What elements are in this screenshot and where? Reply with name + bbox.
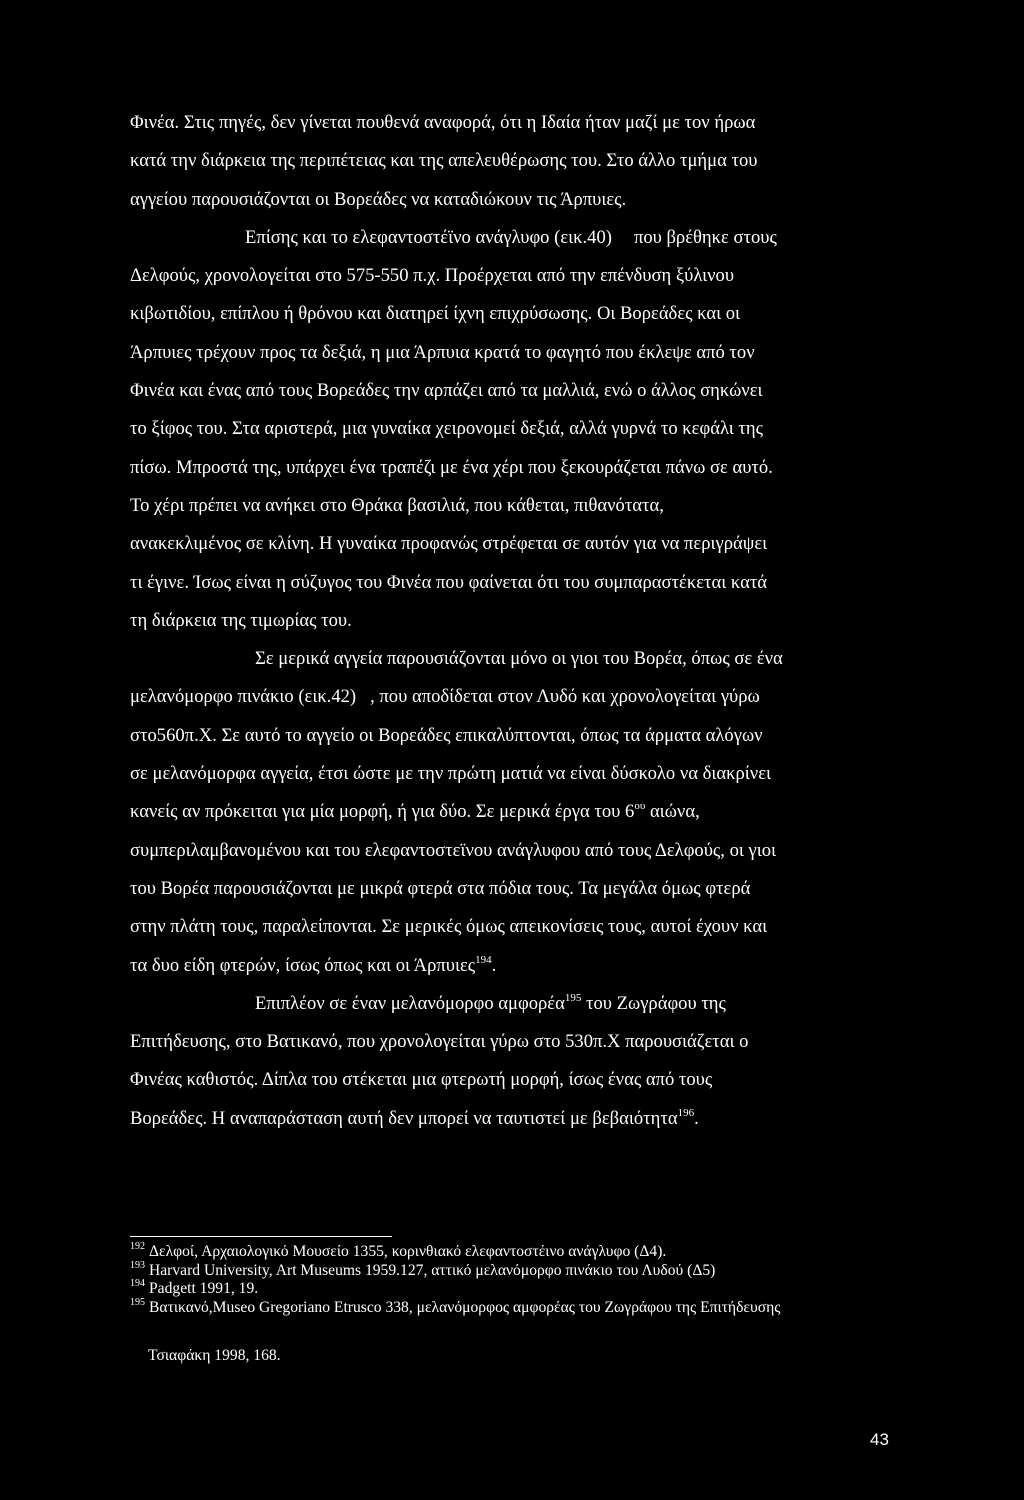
footnote-number: 194 — [130, 1278, 145, 1290]
text-fragment: κανείς αν πρόκειται για μία μορφή, ή για δύο. Σε μερικά έργα του 6 — [130, 801, 635, 823]
text-fragment: . — [694, 1107, 699, 1129]
text-line — [130, 793, 900, 831]
text-line: τη διάρκεια της τιμωρίας του. — [130, 609, 352, 631]
text-line — [130, 678, 900, 716]
text-line: Επιτήδευσης, στο Βατικανό, που χρονολογείται γύρω στο 530π.Χ παρουσιάζεται ο — [130, 1031, 749, 1053]
page-number: 43 — [870, 1430, 889, 1449]
footnote-separator — [130, 1236, 392, 1237]
text-fragment: Επιπλέον σε έναν μελανόμορφο αμφορέα — [255, 992, 565, 1014]
text-fragment: , που αποδίδεται στον Λυδό και χρονολογείται γύρω — [370, 686, 760, 708]
text-fragment: αιώνα, — [645, 801, 700, 823]
text-line — [130, 1100, 900, 1138]
text-line: Φινέα. Στις πηγές, δεν γίνεται πουθενά αναφορά, ότι η Ιδαία ήταν μαζί με τον ήρωα — [130, 112, 756, 133]
text-line: Άρπυιες τρέχουν προς τα δεξιά, η μια Άρπυια κρατά το φαγητό που έκλεψε από τον — [130, 341, 755, 363]
text-line — [130, 947, 900, 985]
footnote-number: 192 — [130, 1241, 145, 1252]
footnote-ref-195[interactable]: 195 — [564, 991, 582, 1004]
text-line: του Βορέα παρουσιάζονται με μικρά φτερά στα πόδια τους. Τα μεγάλα όμως φτερά — [130, 877, 751, 899]
text-line: κιβωτιδίου, επίπλου ή θρόνου και διατηρεί ίχνη επιχρύσωσης. Οι Βορεάδες και οι — [130, 303, 741, 325]
text-line: πίσω. Μπροστά της, υπάρχει ένα τραπέζι με ένα χέρι που ξεκουράζεται πάνω σε αυτό. — [130, 456, 773, 478]
footnote-number: 193 — [130, 1259, 145, 1271]
footnote-193 — [130, 1259, 910, 1281]
text-line: Το χέρι πρέπει να ανήκει στο Θράκα βασιλιά, που κάθεται, πιθανότατα, — [130, 494, 664, 516]
text-line: αγγείου παρουσιάζονται οι Βορεάδες να καταδιώκουν τις Άρπυιες. — [130, 188, 627, 210]
footnote-192 — [130, 1243, 910, 1262]
text-line: ανακεκλιμένος σε κλίνη. Η γυναίκα προφανώς στρέφεται σε αυτόν για να περιγράψει — [130, 533, 768, 555]
text-line: τι έγινε. Ίσως είναι η σύζυγος του Φινέα που φαίνεται ότι του συμπαραστέκεται κατά — [130, 571, 768, 593]
text-fragment: που βρέθηκε στους — [633, 226, 777, 248]
main-text — [130, 104, 900, 1138]
footnote-text: Βατικανό,Museo Gregoriano Etrusco 338, μελανόμορφος αμφορέας του Ζωγράφου της Επιτήδευσης — [149, 1298, 781, 1316]
text-line: συμπεριλαμβανομένου και του ελεφαντοστεϊνου ανάγλυφου από τους Δελφούς, οι γιοι — [130, 839, 777, 861]
footnote-195 — [130, 1296, 910, 1318]
text-line: στο560π.Χ. Σε αυτό το αγγείο οι Βορεάδες επικαλύπτονται, όπως τα άρματα αλόγων — [130, 724, 763, 746]
paragraph-start-line: Σε μερικά αγγεία παρουσιάζονται μόνο οι γιοι του Βορέα, όπως σε ένα — [255, 648, 783, 670]
footnotes — [130, 1243, 910, 1366]
text-line: σε μελανόμορφα αγγεία, έτσι ώστε με την πρώτη ματιά να είναι δύσκολο να διακρίνει — [130, 763, 772, 785]
paragraph-start-line — [130, 219, 900, 257]
footnote-text: Padgett 1991, 19. — [149, 1280, 259, 1298]
text-line: Φινέα και ένας από τους Βορεάδες την αρπάζει από τα μαλλιά, ενώ ο άλλος σηκώνει — [130, 380, 763, 402]
text-fragment: Βορεάδες. Η αναπαράσταση αυτή δεν μπορεί να ταυτιστεί με βεβαιότητα — [130, 1107, 678, 1129]
text-line: κατά την διάρκεια της περιπέτειας και της απελευθέρωσης του. Στο άλλο τμήμα του — [130, 150, 758, 172]
paragraph-start-line — [130, 985, 900, 1023]
footnote-number: 195 — [130, 1296, 145, 1308]
footnote-ref-196[interactable]: 196 — [677, 1106, 695, 1119]
text-line: το ξίφος του. Στα αριστερά, μια γυναίκα χειρονομεί δεξιά, αλλά γυρνά το κεφάλι της — [130, 418, 763, 440]
text-line: Δελφούς, χρονολογείται στο 575-550 π.χ. Προέρχεται από την επένδυση ξύλινου — [130, 265, 735, 287]
text-line: Φινέας καθιστός. Δίπλα του στέκεται μια φτερωτή μορφή, ίσως ένας από τους — [130, 1069, 713, 1091]
text-fragment: . — [491, 954, 497, 976]
text-fragment: του Ζωγράφου της — [581, 992, 726, 1014]
footnote-continuation: Τσιαφάκη 1998, 168. — [148, 1347, 281, 1365]
text-fragment: μελανόμορφο πινάκιο (εικ.42) — [130, 686, 357, 708]
footnote-ref-194[interactable]: 194 — [475, 953, 492, 966]
text-fragment: Επίσης και το ελεφαντοστέϊνο ανάγλυφο (εικ.40) — [245, 226, 612, 248]
footnote-text: Δελφοί, Αρχαιολογικό Μουσείο 1355, κορινθιακό ελεφαντοστέινο ανάγλυφο (Δ4). — [149, 1243, 667, 1260]
footnote-194 — [130, 1280, 910, 1299]
text-fragment: τα δυο είδη φτερών, ίσως όπως και οι Άρπυιες — [130, 954, 476, 976]
text-line: στην πλάτη τους, παραλείπονται. Σε μερικές όμως απεικονίσεις τους, αυτοί έχουν και — [130, 916, 768, 938]
superscript-ordinal: ου — [634, 800, 646, 813]
footnote-text: Harvard University, Art Museums 1959.127, αττικό μελανόμορφο πινάκιο του Λυδού (Δ5) — [149, 1261, 716, 1279]
